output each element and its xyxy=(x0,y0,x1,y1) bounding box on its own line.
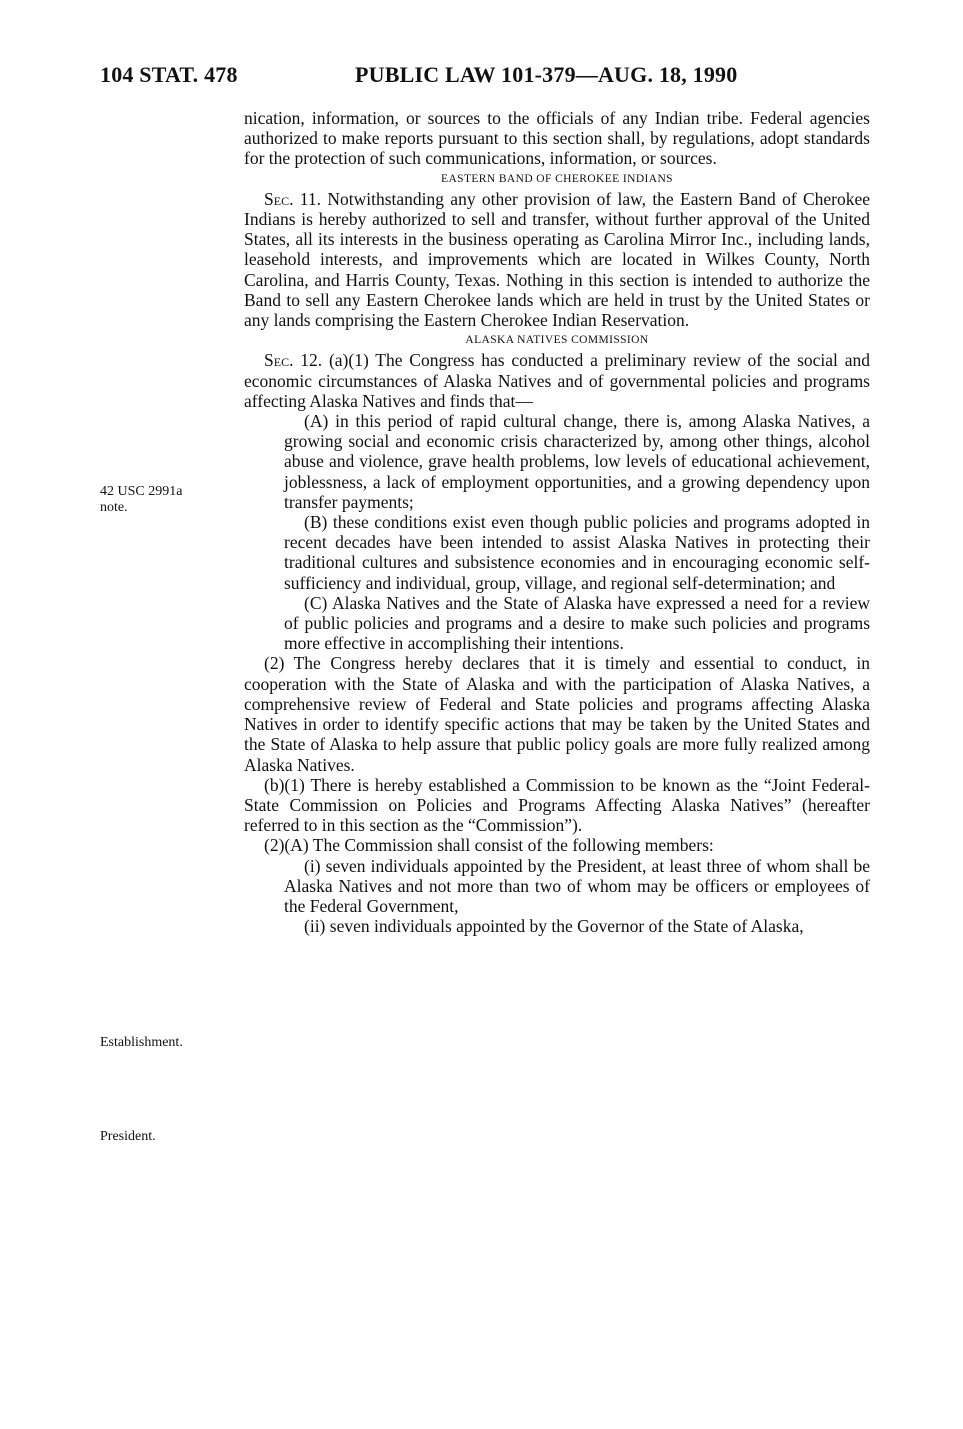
margin-note-president: President. xyxy=(100,1129,156,1144)
margin-note-usc xyxy=(100,484,230,516)
paragraph-b2a: (2)(A) The Commission shall consist of the following members: xyxy=(264,835,714,856)
paragraph-b1: (b)(1) There is hereby established a Commission to be known as the “Joint Federal-State Commission on Policies and Programs Affecting Alaska Natives” (hereafter referred to in this section as the “Commission”). xyxy=(244,774,870,836)
margin-note-usc-cite: 42 USC 2991a xyxy=(100,484,183,499)
finding-a: (A) in this period of rapid cultural change, there is, among Alaska Natives, a growing social and economic crisis characterized by, among other things, alcohol abuse and violence, grave health problems, low levels of educational achievement, joblessness, a lack of employment opportunities, and a growing dependency upon transfer payments; xyxy=(284,411,870,512)
stat-page-number: 104 STAT. 478 xyxy=(100,62,238,87)
section-11-text: Notwithstanding any other provision of law, the Eastern Band of Cherokee Indians is hereby authorized to sell and transfer, without further approval of the United States, all its interests in the business operating as Carolina Mirror Inc., including lands, leasehold interests, and improvements which are located in Wilkes County, North Carolina, and Harris County, Texas. Nothing in this section is intended to authorize the Band to sell any Eastern Cherokee lands which are held in trust by the United States or any lands comprising the Eastern Cherokee Indian Reservation. xyxy=(244,188,871,331)
section-heading-cherokee: EASTERN BAND OF CHEROKEE INDIANS xyxy=(441,172,673,185)
margin-note-usc-note: note. xyxy=(100,500,128,515)
section-11-label: Sec. 11. xyxy=(264,188,321,209)
member-clause-ii: (ii) seven individuals appointed by the Governor of the State of Alaska, xyxy=(304,916,804,937)
finding-c: (C) Alaska Natives and the State of Alaska have expressed a need for a review of public policies and programs and a desire to make such policies and programs more effective in accomplishing their intentions. xyxy=(284,592,870,654)
section-12 xyxy=(244,350,870,411)
member-clause-i: (i) seven individuals appointed by the President, at least three of whom shall be Alaska Natives and not more than two of whom may be officers or employees of the Federal Government, xyxy=(284,855,870,916)
section-12-label: Sec. 12. xyxy=(264,350,323,371)
section-heading-alaska: ALASKA NATIVES COMMISSION xyxy=(465,334,649,347)
public-law-title: PUBLIC LAW 101-379—AUG. 18, 1990 xyxy=(355,62,738,87)
finding-b: (B) these conditions exist even though public policies and programs adopted in recent decades have been intended to assist Alaska Natives in protecting their traditional cultures and subsistence economies and in encouraging economic self-sufficiency and individual, group, village, and regional self-determination; and xyxy=(284,512,870,593)
section-11 xyxy=(244,189,870,330)
paragraph-continuation: nication, information, or sources to the officials of any Indian tribe. Federal agencies authorized to make reports pursuant to this section shall, by regulations, adopt standards for the protection of such communications, information, or sources. xyxy=(244,108,870,169)
body-text xyxy=(244,108,870,936)
paragraph-a2: (2) The Congress hereby declares that it is timely and essential to conduct, in cooperation with the State of Alaska and with the participation of Alaska Natives, a comprehensive review of Federal and State policies and programs affecting Alaska Natives in order to identify specific actions that may be taken by the United States and the State of Alaska to help assure that public policy goals are more fully realized among Alaska Natives. xyxy=(244,653,870,775)
section-12-text: (a)(1) The Congress has conducted a preliminary review of the social and economic circumstances of Alaska Natives and of governmental policies and programs affecting Alaska Natives and finds that— xyxy=(244,350,870,411)
margin-note-establishment: Establishment. xyxy=(100,1035,183,1050)
